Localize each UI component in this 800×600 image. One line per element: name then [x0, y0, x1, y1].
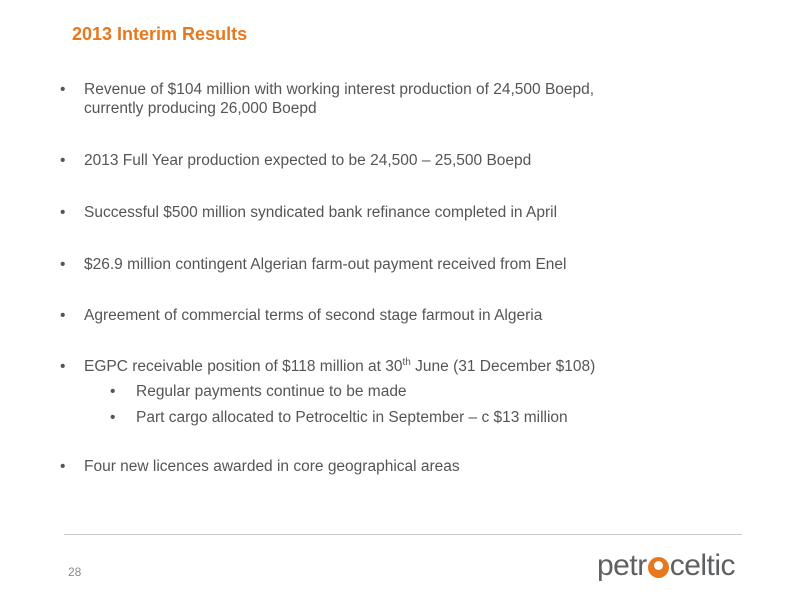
- bullet-marker: •: [60, 81, 66, 98]
- page-title: 2013 Interim Results: [72, 24, 248, 44]
- bullet-marker: •: [60, 152, 66, 169]
- bullet-marker: •: [60, 358, 66, 375]
- bullet-text: 2013 Full Year production expected to be 24,500 – 25,500 Boepd: [84, 152, 532, 169]
- bullet-text: $26.9 million contingent Algerian farm-out payment received from Enel: [84, 256, 567, 273]
- page-number: 28: [68, 565, 82, 579]
- petroceltic-logo: [597, 549, 735, 585]
- logo-text-start: petr: [597, 549, 647, 582]
- ordinal-suffix: th: [402, 356, 411, 368]
- bullet-text: Revenue of $104 million with working interest production of 24,500 Boepd,: [84, 81, 595, 98]
- sub-bullet-text: Regular payments continue to be made: [136, 383, 407, 400]
- sub-bullet-marker: •: [110, 409, 116, 426]
- bullet-marker: •: [60, 307, 66, 324]
- bullet-marker: •: [60, 256, 66, 273]
- bullet-text: Four new licences awarded in core geographical areas: [84, 458, 460, 475]
- bullet-text: [84, 357, 595, 376]
- bullet-marker: •: [60, 458, 66, 475]
- logo-flame-o-icon: [648, 557, 669, 578]
- sub-bullet-text: Part cargo allocated to Petroceltic in September – c $13 million: [136, 409, 568, 426]
- bullet-text-part: June (31 December $108): [410, 358, 596, 375]
- bullet-text: Agreement of commercial terms of second stage farmout in Algeria: [84, 307, 543, 324]
- bullet-marker: •: [60, 204, 66, 221]
- sub-bullet-marker: •: [110, 383, 116, 400]
- logo-text-end: celtic: [669, 549, 736, 582]
- bullet-text: Successful $500 million syndicated bank refinance completed in April: [84, 204, 558, 221]
- footer-divider: [64, 534, 742, 535]
- bullet-text-continuation: currently producing 26,000 Boepd: [84, 100, 317, 117]
- bullet-text-part: EGPC receivable position of $118 million at 30: [84, 358, 403, 375]
